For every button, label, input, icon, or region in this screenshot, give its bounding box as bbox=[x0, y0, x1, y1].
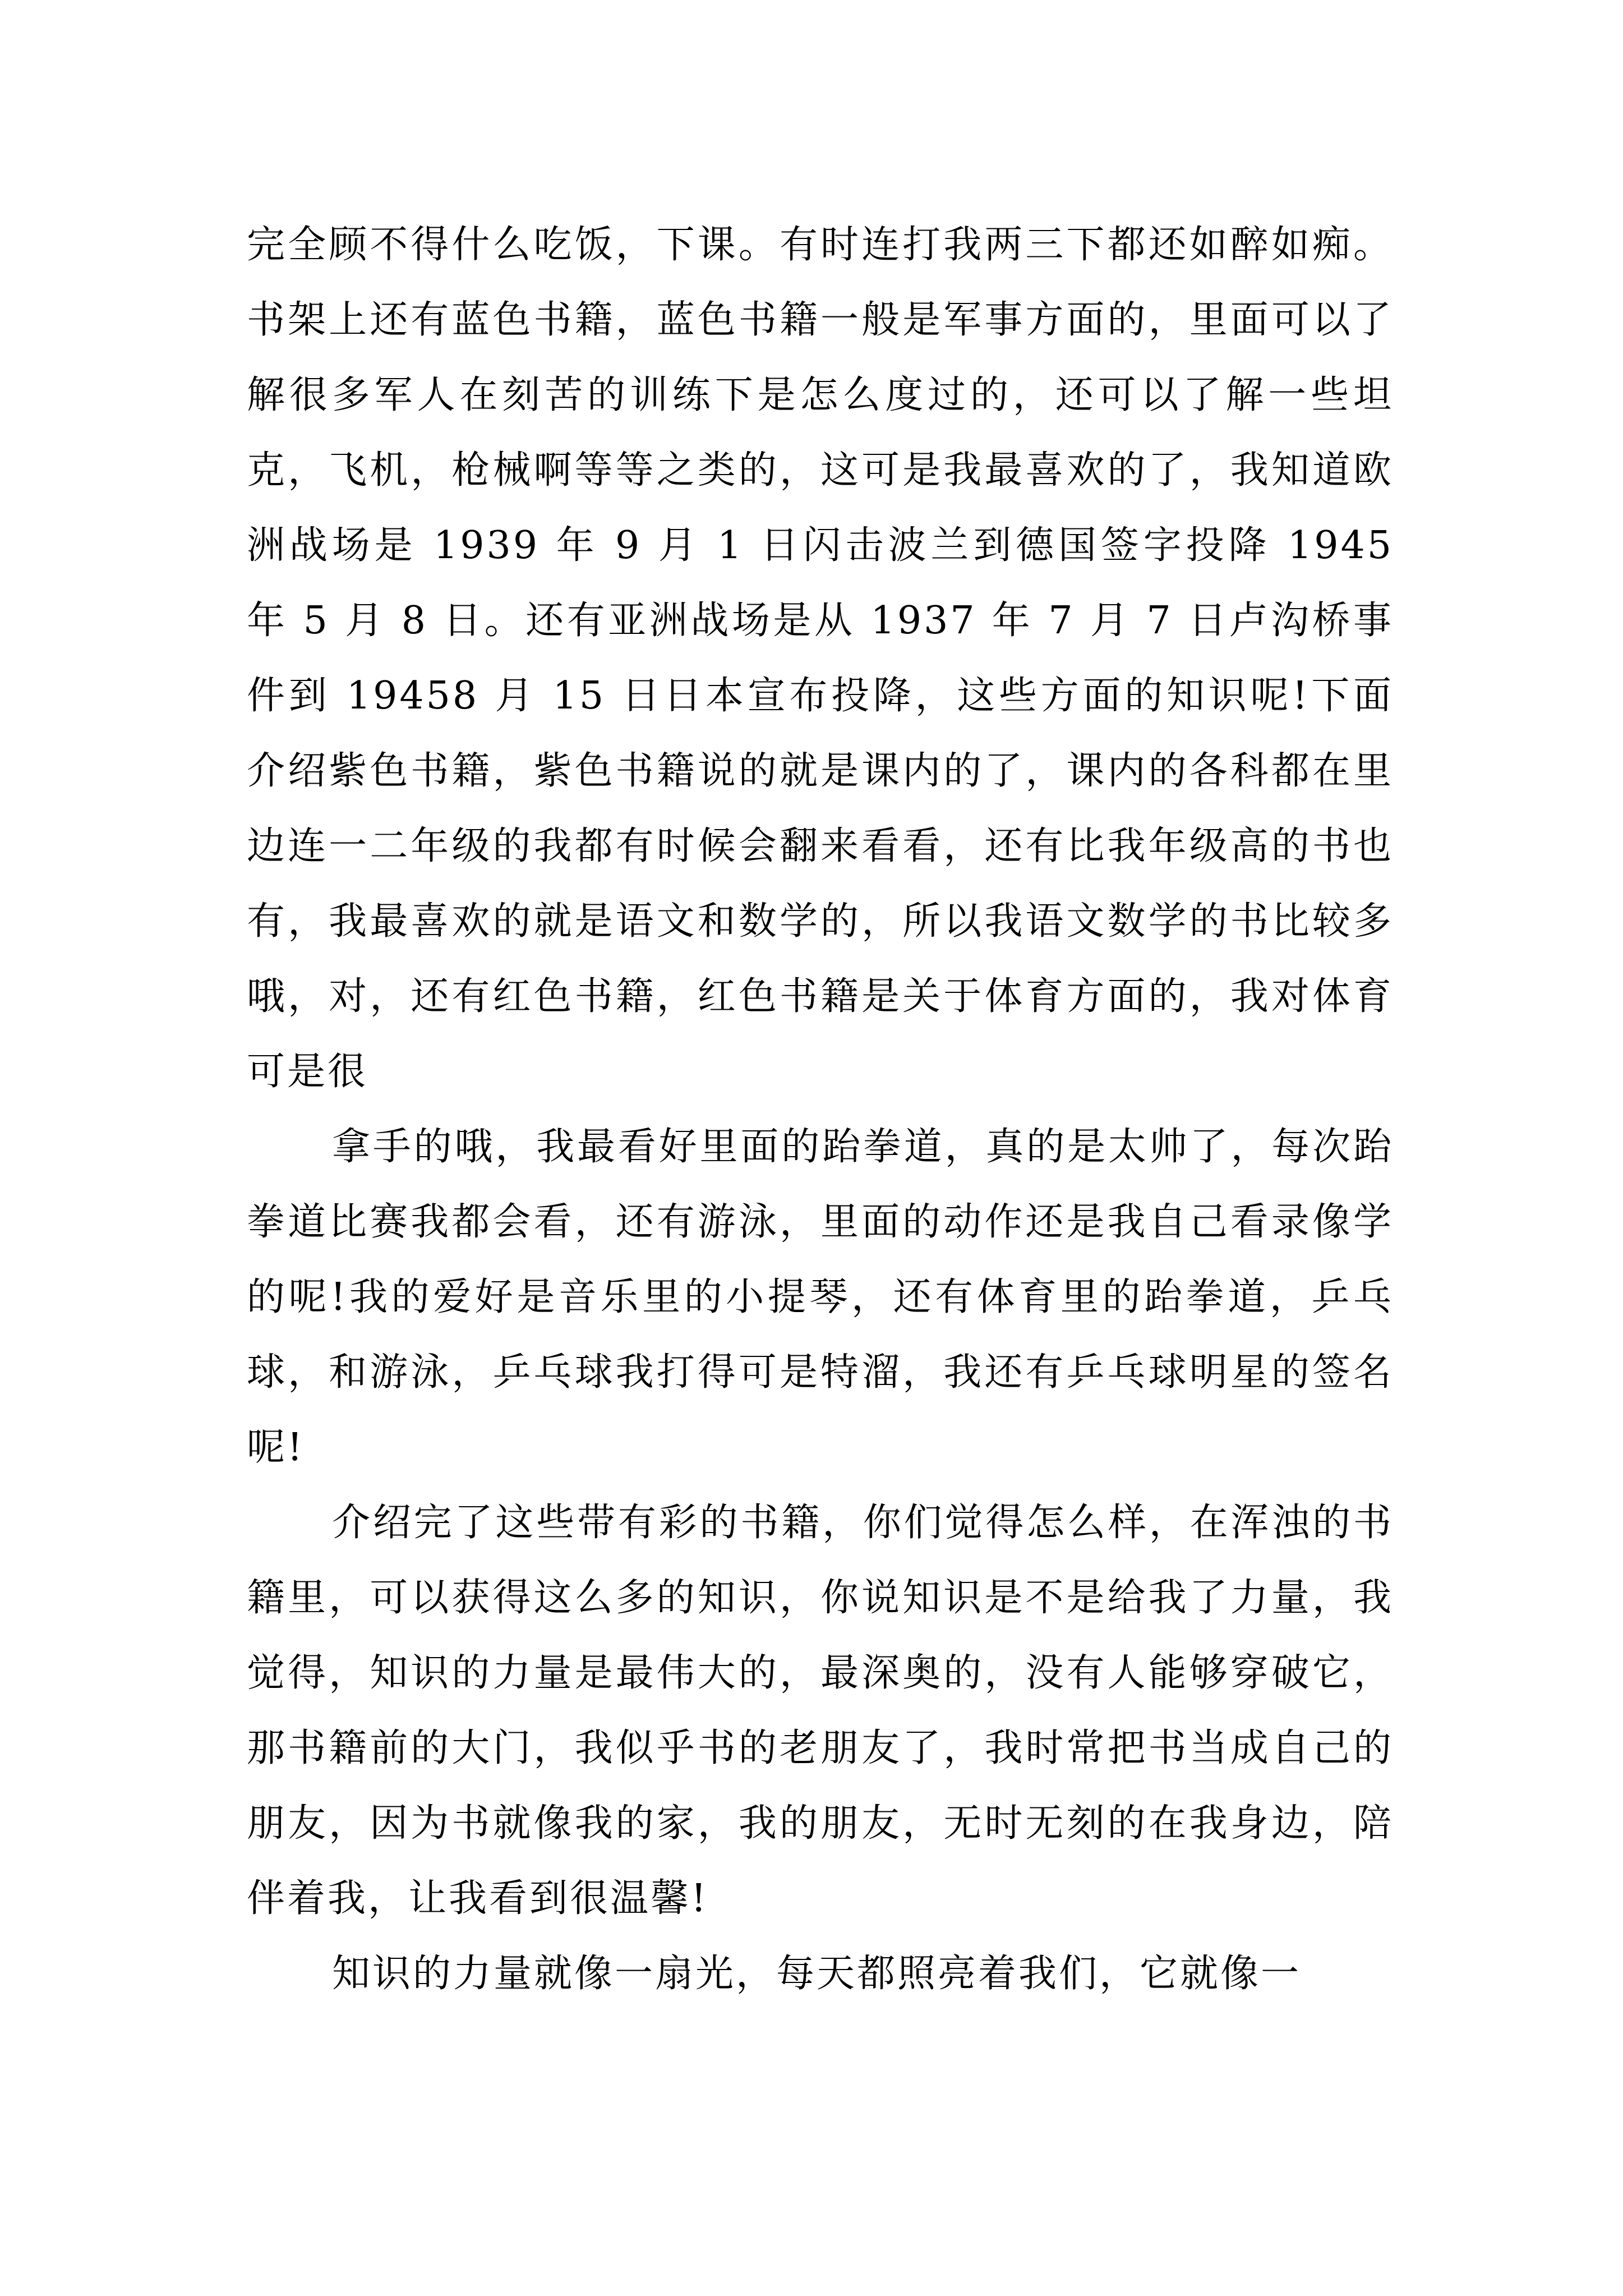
paragraph-3: 介绍完了这些带有彩的书籍，你们觉得怎么样，在浑浊的书籍里，可以获得这么多的知识，你说知识是不是给我了力量，我觉得，知识的力量是最伟大的，最深奥的，没有人能够穿破它，那书籍前的大门，我似乎书的老朋友了，我时常把书当成自己的朋友，因为书就像我的家，我的朋友，无时无刻的在我身边，陪伴着我，让我看到很温馨! bbox=[247, 1501, 1394, 1921]
paragraph-4: 知识的力量就像一扇光，每天都照亮着我们，它就像一 bbox=[332, 1952, 1302, 1996]
paragraph-1: 完全顾不得什么吃饭，下课。有时连打我两三下都还如醉如痴。书架上还有蓝色书籍，蓝色书籍一般是军事方面的，里面可以了解很多军人在刻苦的训练下是怎么度过的，还可以了解一些坦克，飞机，枪械啊等等之类的，这可是我最喜欢的了，我知道欧洲战场是 1939 年 9 月 1 日闪击波兰到德国签字投降 1945 年 5 月 8 日。还有亚洲战场是从 1937 年 7 月 7 日卢沟桥事件到 19458 月 15 日日本宣布投降，这些方面的知识呢!下面介绍紫色书籍，紫色书籍说的就是课内的了，课内的各科都在里边连一二年级的我都有时候会翻来看看，还有比我年级高的书也有，我最喜欢的就是语文和数学的，所以我语文数学的书比较多哦，对，还有红色书籍，红色书籍是关于体育方面的，我对体育可是很 bbox=[247, 223, 1394, 1094]
paragraph-2: 拿手的哦，我最看好里面的跆拳道，真的是太帅了，每次跆拳道比赛我都会看，还有游泳，里面的动作还是我自己看录像学的呢!我的爱好是音乐里的小提琴，还有体育里的跆拳道，乒乓球，和游泳，乒乓球我打得可是特溜，我还有乒乓球明星的签名呢! bbox=[247, 1125, 1394, 1470]
document-body bbox=[247, 208, 1394, 2012]
